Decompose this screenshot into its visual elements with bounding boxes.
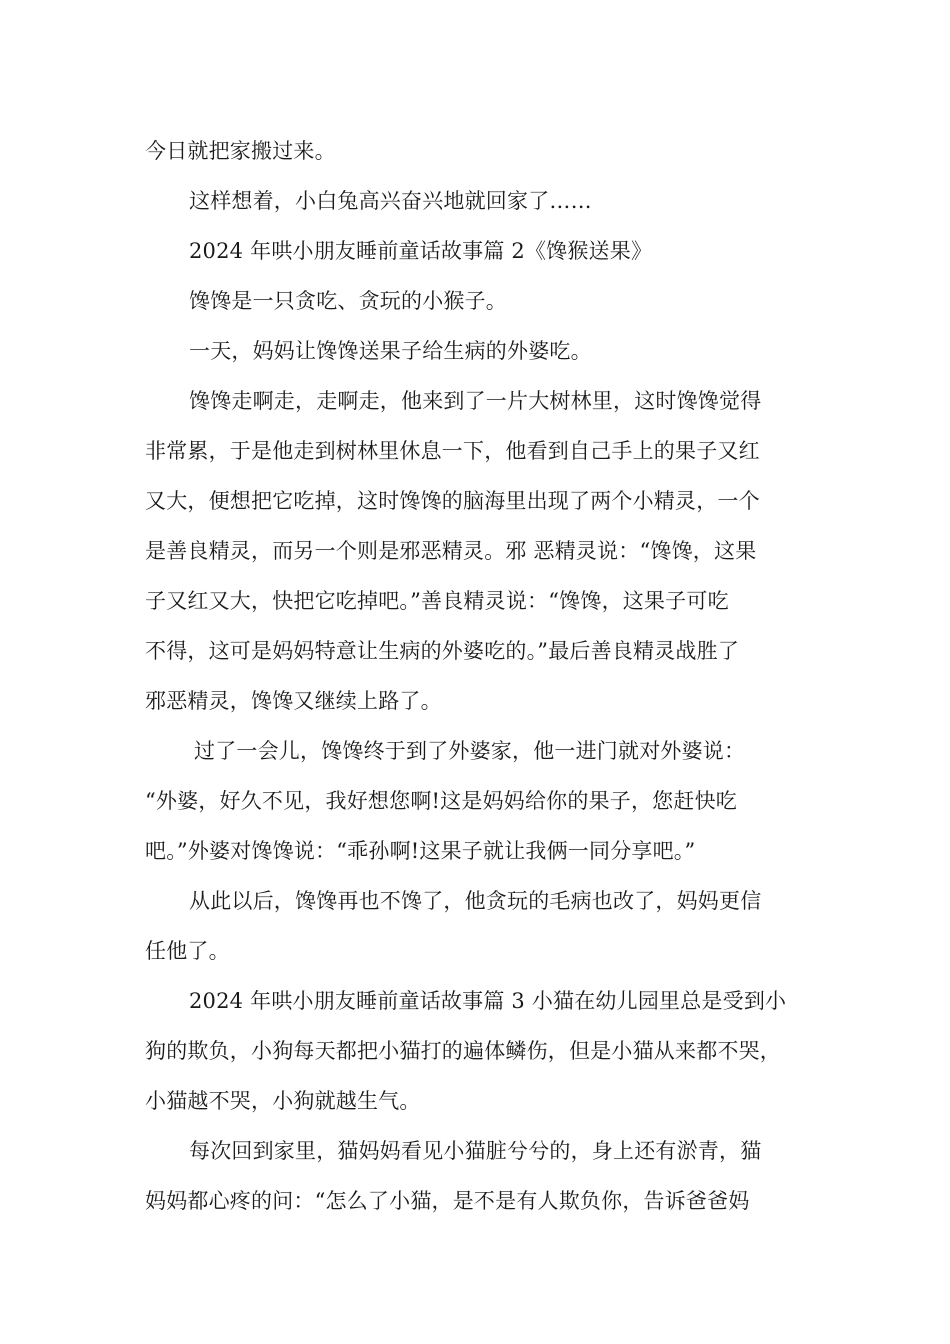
text-line: 子又红又大，快把它吃掉吧。”善良精灵说：“馋馋，这果子可吃 [145, 589, 729, 613]
text-line: 这样想着，小白兔高兴奋兴地就回家了…… [189, 189, 592, 213]
text-line: 馋馋走啊走，走啊走，他来到了一片大树林里，这时馋馋觉得 [189, 389, 762, 413]
text-line: 2024 年哄小朋友睡前童话故事篇 3 小猫在幼儿园里总是受到小 [189, 989, 787, 1013]
text-line: 邪恶精灵，馋馋又继续上路了。 [145, 689, 442, 713]
text-line: 今日就把家搬过来。 [145, 139, 336, 163]
text-line: 吧。”外婆对馋馋说：“乖孙啊!这果子就让我俩一同分享吧。” [145, 839, 696, 863]
text-line: 非常累，于是他走到树林里休息一下，他看到自己手上的果子又红 [145, 439, 760, 463]
text-line: 任他了。 [145, 939, 230, 963]
text-line: “外婆，好久不见，我好想您啊!这是妈妈给你的果子，您赶快吃 [145, 789, 737, 813]
text-line: 从此以后，馋馋再也不馋了，他贪玩的毛病也改了，妈妈更信 [189, 889, 762, 913]
text-line: 妈妈都心疼的问：“怎么了小猫，是不是有人欺负你，告诉爸爸妈 [145, 1189, 750, 1213]
text-line: 2024 年哄小朋友睡前童话故事篇 2《馋猴送果》 [189, 239, 653, 263]
text-line: 狗的欺负，小狗每天都把小猫打的遍体鳞伤，但是小猫从来都不哭， [145, 1039, 781, 1063]
text-line: 一天，妈妈让馋馋送果子给生病的外婆吃。 [189, 339, 592, 363]
text-line: 馋馋是一只贪吃、贪玩的小猴子。 [189, 289, 507, 313]
text-line: 又大，便想把它吃掉，这时馋馋的脑海里出现了两个小精灵，一个 [145, 489, 760, 513]
text-line: 是善良精灵，而另一个则是邪恶精灵。邪 恶精灵说：“馋馋，这果 [145, 539, 757, 563]
text-line: 每次回到家里，猫妈妈看见小猫脏兮兮的，身上还有淤青，猫 [189, 1139, 762, 1163]
text-line: 小猫越不哭，小狗就越生气。 [145, 1089, 421, 1113]
text-line: 不得，这可是妈妈特意让生病的外婆吃的。”最后善良精灵战胜了 [145, 639, 740, 663]
text-line: 过了一会儿，馋馋终于到了外婆家，他一进门就对外婆说： [194, 739, 746, 763]
